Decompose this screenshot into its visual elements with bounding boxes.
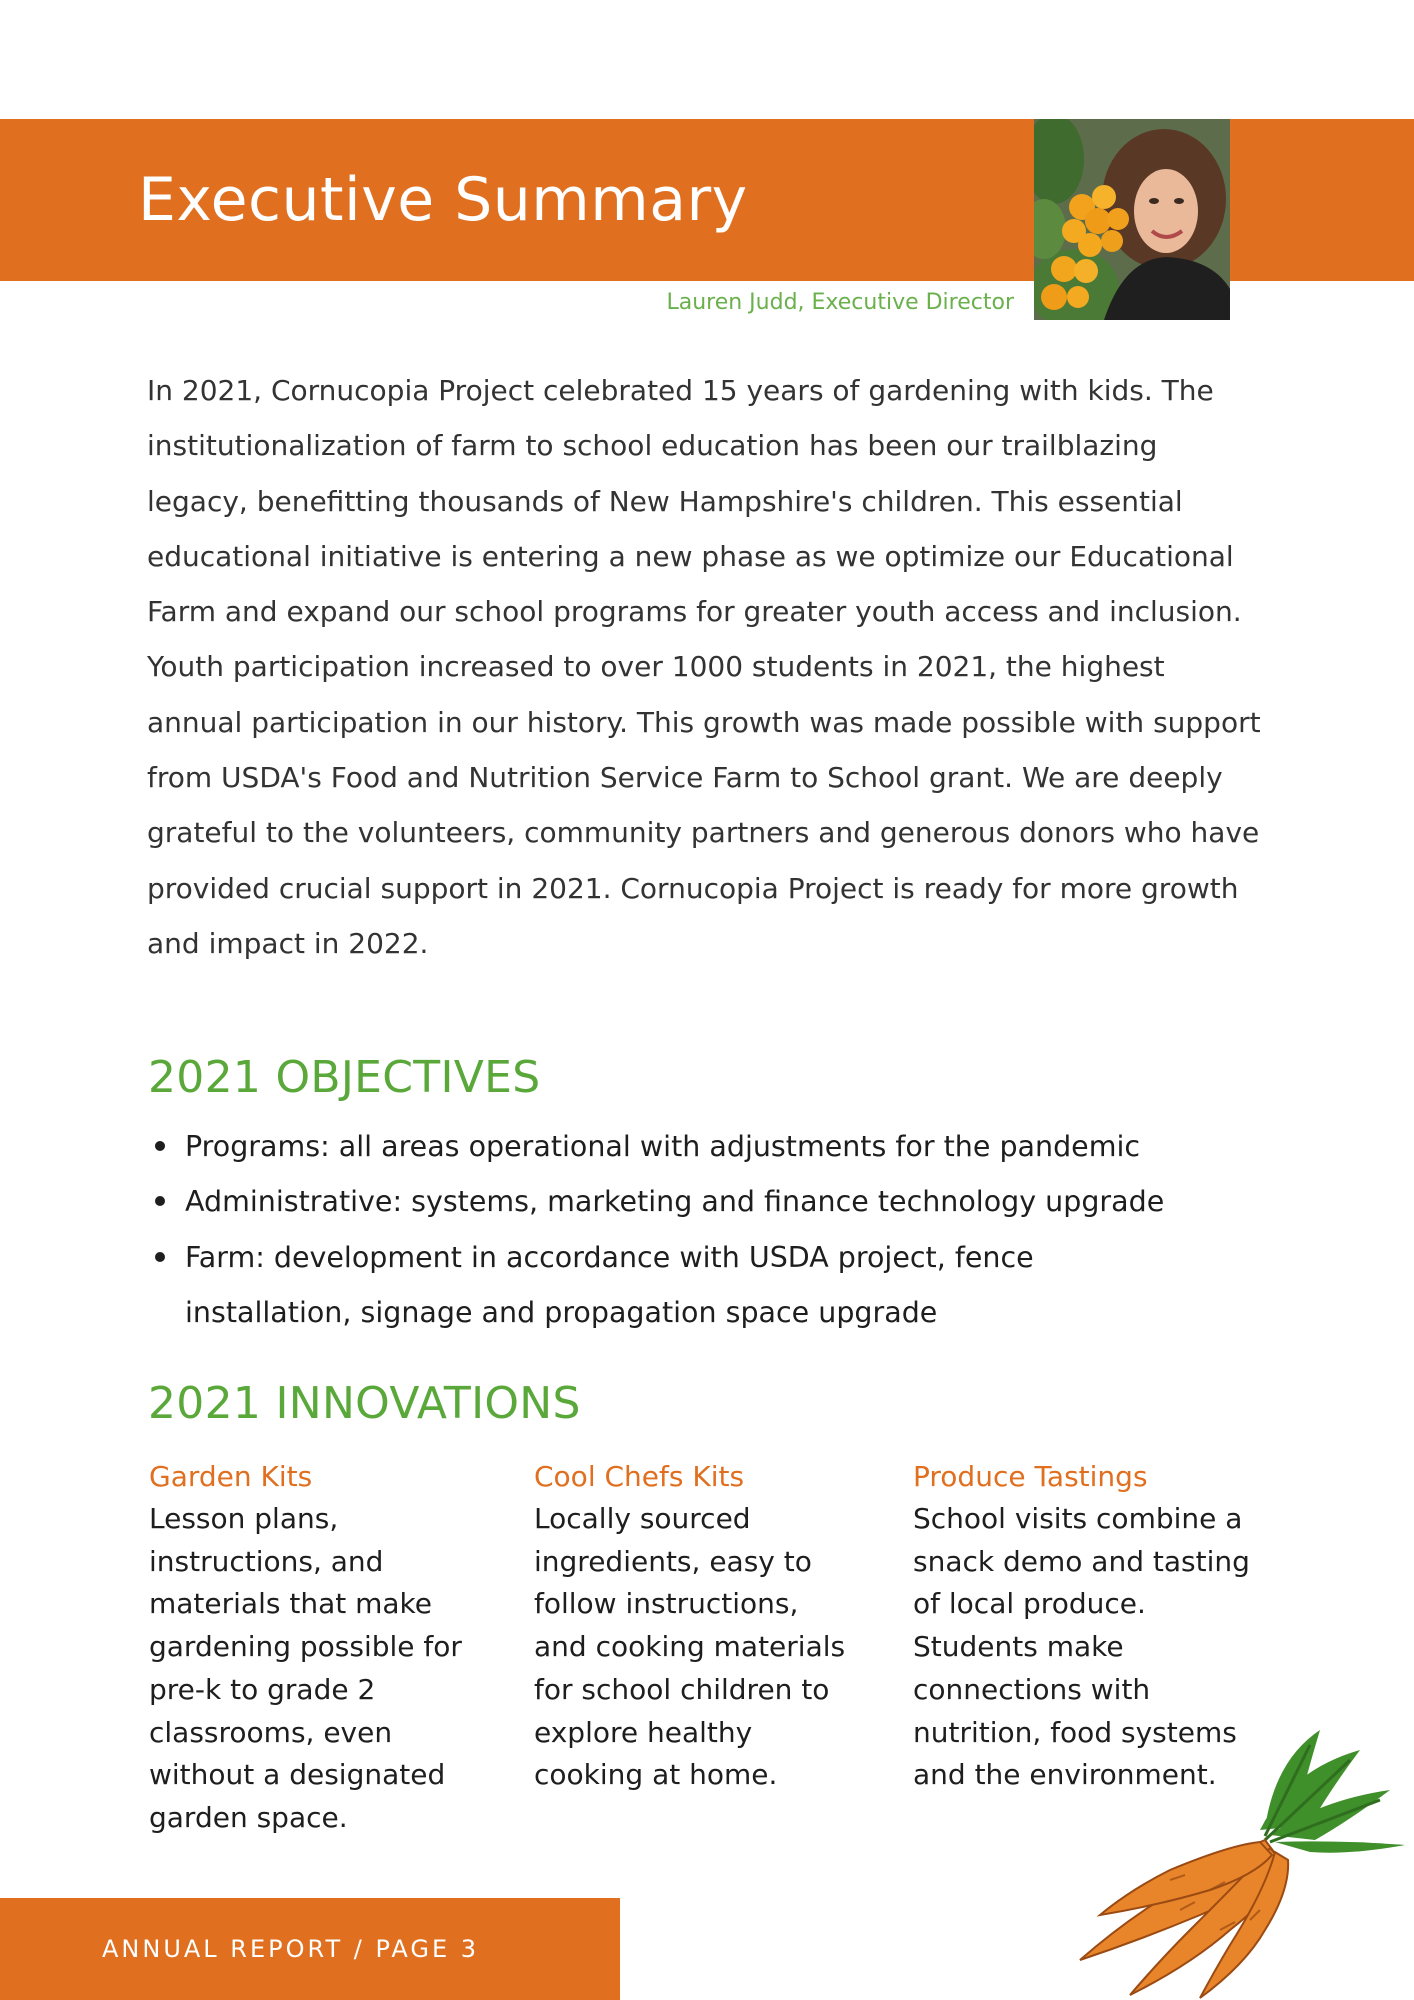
list-item bbox=[185, 1119, 1315, 1174]
director-portrait bbox=[1034, 119, 1230, 320]
page-title: Executive Summary bbox=[138, 165, 748, 235]
objective-text: Administrative: systems, marketing and finance technology upgrade bbox=[185, 1185, 1165, 1219]
bullet-icon bbox=[155, 1196, 165, 1206]
innovation-title: Cool Chefs Kits bbox=[534, 1460, 745, 1493]
bullet-icon bbox=[155, 1141, 165, 1151]
objectives-list bbox=[185, 1119, 1315, 1340]
innovations-heading: 2021 INNOVATIONS bbox=[148, 1378, 581, 1429]
innovation-body: Lesson plans, instructions, and materials that make gardening possible for pre-k to grade 2 classrooms, even without a designated garden space. bbox=[149, 1502, 462, 1834]
footer-page-label: ANNUAL REPORT / PAGE 3 bbox=[102, 1935, 480, 1963]
carrot-icon bbox=[1060, 1730, 1414, 2000]
objectives-heading: 2021 OBJECTIVES bbox=[148, 1052, 541, 1103]
portrait-image bbox=[1034, 119, 1230, 320]
photo-caption: Lauren Judd, Executive Director bbox=[666, 290, 1014, 315]
objective-text: Programs: all areas operational with adjustments for the pandemic bbox=[185, 1130, 1141, 1163]
innovation-column-garden-kits bbox=[149, 1459, 489, 1840]
intro-paragraph: In 2021, Cornucopia Project celebrated 15 years of gardening with kids. The institutionalization of farm to school education has been our trailblazing legacy, benefitting thousands of New Hampshire's children. This essential educational initiative is entering a new phase as we optimize our Educational Farm and expand our school programs for greater youth access and inclusion. Youth participation increased to over 1000 students in 2021, the highest annual participation in our history. This growth was made possible with support from USDA's Food and Nutrition Service Farm to School grant. We are deeply grateful to the volunteers, community partners and generous donors who have provided crucial support in 2021. Cornucopia Project is ready for more growth and impact in 2022. bbox=[147, 374, 1261, 960]
objective-text: Farm: development in accordance with USDA project, fence installation, signage and propagation space upgrade bbox=[185, 1240, 1034, 1329]
list-item bbox=[185, 1230, 1145, 1341]
innovation-body: School visits combine a snack demo and tasting of local produce. Students make connections with nutrition, food systems and the environment. bbox=[913, 1502, 1250, 1792]
innovation-title: Produce Tastings bbox=[913, 1460, 1148, 1493]
list-item bbox=[185, 1174, 1315, 1229]
bullet-icon bbox=[155, 1252, 165, 1262]
innovation-column-cool-chefs-kits bbox=[534, 1459, 854, 1797]
innovation-title: Garden Kits bbox=[149, 1460, 313, 1493]
innovation-body: Locally sourced ingredients, easy to follow instructions, and cooking materials for school children to explore healthy cooking at home. bbox=[534, 1502, 846, 1792]
